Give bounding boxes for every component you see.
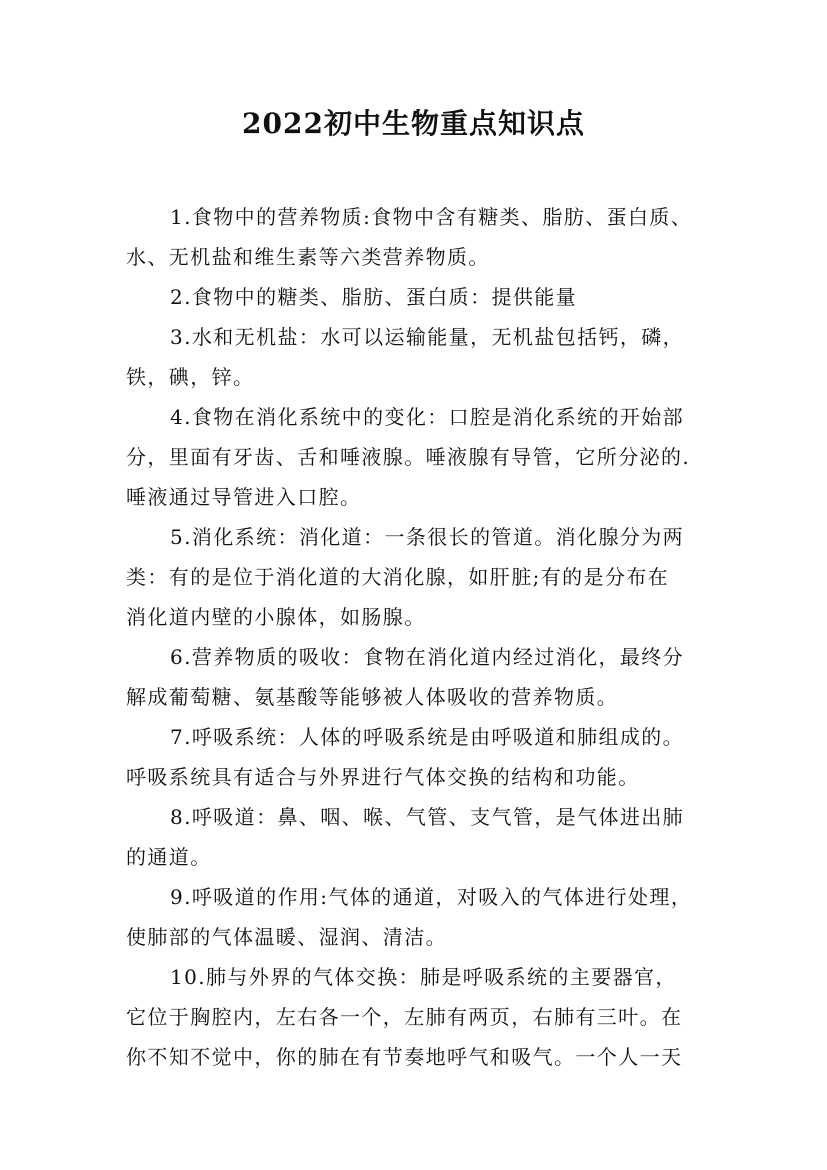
body-line-19: 使肺部的气体温暖、湿润、清洁。 (126, 925, 447, 949)
body-line-9: 5.消化系统：消化道：一条很长的管道。消化腺分为两 (170, 525, 685, 549)
body-line-21: 它位于胸腔内，左右各一个，左肺有两页，右肺有三叶。在 (126, 1005, 683, 1029)
body-line-13: 解成葡萄糖、氨基酸等能够被人体吸收的营养物质。 (126, 685, 619, 709)
document-body (126, 197, 712, 1077)
body-line-11: 消化道内壁的小腺体，如肠腺。 (126, 605, 426, 629)
body-line-8: 唾液通过导管进入口腔。 (126, 485, 362, 509)
body-line-17: 的通道。 (126, 845, 212, 869)
body-line-12: 6.营养物质的吸收：食物在消化道内经过消化，最终分 (170, 645, 685, 669)
body-line-16: 8.呼吸道：鼻、咽、喉、气管、支气管，是气体进出肺 (170, 805, 685, 829)
body-line-18: 9.呼吸道的作用:气体的通道，对吸入的气体进行处理， (170, 885, 693, 909)
body-line-1: 1.食物中的营养物质:食物中含有糖类、脂肪、蛋白质、 (170, 205, 693, 229)
body-line-7: 分，里面有牙齿、舌和唾液腺。唾液腺有导管，它所分泌的. (126, 445, 691, 469)
body-line-6: 4.食物在消化系统中的变化：口腔是消化系统的开始部 (170, 405, 685, 429)
body-line-10: 类：有的是位于消化道的大消化腺，如肝脏;有的是分布在 (126, 565, 670, 589)
body-line-5: 铁，碘，锌。 (126, 365, 255, 389)
body-line-22: 你不知不觉中，你的肺在有节奏地呼气和吸气。一个人一天 (126, 1045, 683, 1069)
document-title: 2022初中生物重点知识点 (242, 107, 585, 140)
body-line-14: 7.呼吸系统：人体的呼吸系统是由呼吸道和肺组成的。 (170, 725, 685, 749)
body-line-20: 10.肺与外界的气体交换：肺是呼吸系统的主要器官， (170, 965, 677, 989)
body-line-4: 3.水和无机盐：水可以运输能量，无机盐包括钙，磷， (170, 325, 685, 349)
body-line-3: 2.食物中的糖类、脂肪、蛋白质：提供能量 (170, 285, 578, 309)
body-line-2: 水、无机盐和维生素等六类营养物质。 (126, 245, 490, 269)
body-line-15: 呼吸系统具有适合与外界进行气体交换的结构和功能。 (126, 765, 640, 789)
